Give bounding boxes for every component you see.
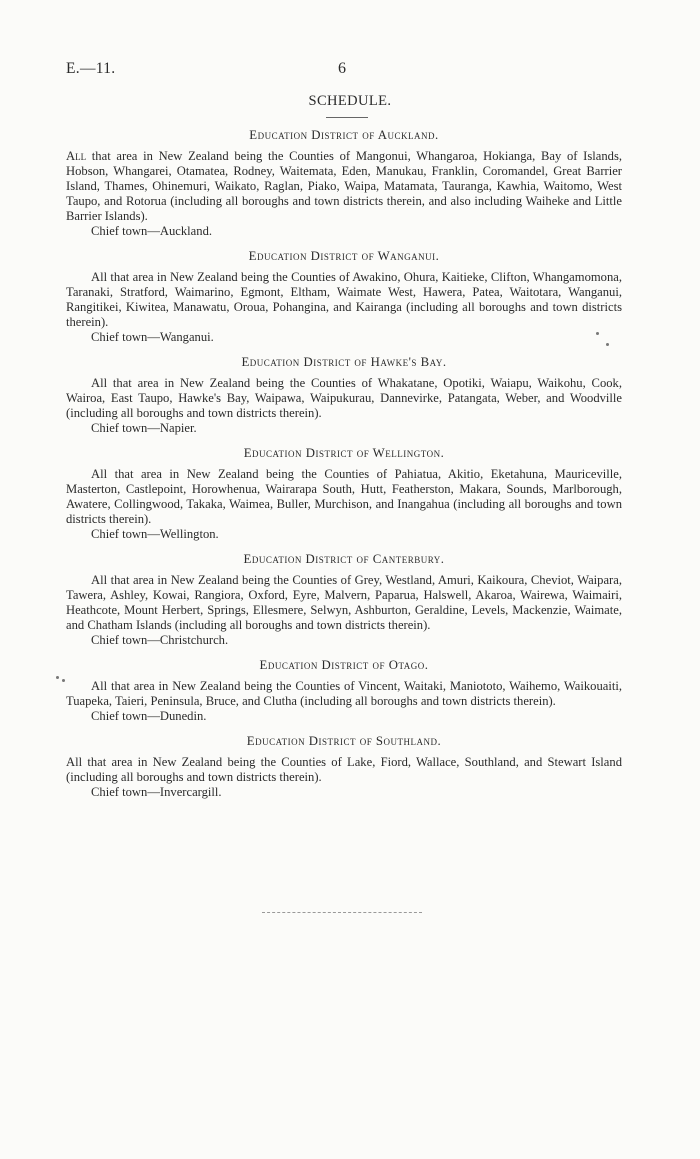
section-auckland bbox=[66, 128, 622, 239]
section-heading: Education District of Otago. bbox=[259, 658, 429, 672]
section-hawkes-bay bbox=[66, 355, 622, 436]
section-body: All that area in New Zealand being the Counties of Vincent, Waitaki, Maniototo, Waihemo, Waikouaiti, Tuapeka, Taieri, Peninsula, Bruce, and Clutha (including all boroughs and town districts therein). bbox=[66, 679, 622, 708]
section-canterbury bbox=[66, 552, 622, 648]
section-body bbox=[66, 149, 622, 224]
chief-town: Chief town—Christchurch. bbox=[91, 633, 229, 647]
print-speck bbox=[56, 676, 59, 679]
title-rule bbox=[326, 117, 368, 118]
section-body: All that area in New Zealand being the Counties of Awakino, Ohura, Kaitieke, Clifton, Whangamomona, Taranaki, Stratford, Waimarino, Egmont, Eltham, Waimate West, Hawera, Patea, Waitotara, Wanganui, Rangitikei, Kiwitea, Manawatu, Oroua, Pohangina, and Kairanga (including all boroughs and town districts therein). bbox=[66, 270, 622, 329]
section-body: All that area in New Zealand being the Counties of Pahiatua, Akitio, Eketahuna, Mauriceville, Masterton, Castlepoint, Horowhenua, Wairarapa South, Hutt, Featherston, Makara, Sounds, Marlborough, Awatere, Collingwood, Takaka, Waimea, Buller, Murchison, and Inangahua (including all boroughs and town districts therein). bbox=[66, 467, 622, 526]
chief-town: Chief town—Auckland. bbox=[91, 224, 213, 238]
section-wellington bbox=[66, 446, 622, 542]
section-heading: Education District of Southland. bbox=[246, 734, 442, 748]
print-speck bbox=[62, 679, 65, 682]
section-heading: Education District of Auckland. bbox=[249, 128, 439, 142]
schedule-title: SCHEDULE. bbox=[308, 93, 392, 109]
section-southland bbox=[66, 734, 622, 800]
section-body-lead: All bbox=[66, 149, 87, 163]
page-number: 6 bbox=[338, 60, 346, 77]
chief-town: Chief town—Wanganui. bbox=[91, 330, 214, 344]
schedule-sections bbox=[66, 128, 622, 810]
section-heading: Education District of Hawke's Bay. bbox=[241, 355, 447, 369]
print-speck bbox=[596, 332, 599, 335]
section-body: All that area in New Zealand being the Counties of Whakatane, Opotiki, Waiapu, Waikohu, Cook, Wairoa, East Taupo, Hawke's Bay, Waipawa, Waipukurau, Dannevirke, Patangata, Weber, and Woodville (including all boroughs and town districts therein). bbox=[66, 376, 622, 420]
chief-town: Chief town—Dunedin. bbox=[91, 709, 207, 723]
print-speck bbox=[606, 343, 609, 346]
end-rule bbox=[262, 912, 422, 913]
section-heading: Education District of Wanganui. bbox=[248, 249, 440, 263]
section-heading: Education District of Wellington. bbox=[243, 446, 445, 460]
document-reference: E.—11. bbox=[66, 60, 116, 77]
section-body-text: that area in New Zealand being the Counties of Mangonui, Whangaroa, Hokianga, Bay of Islands, Hobson, Whangarei, Otamatea, Rodney, Waitemata, Eden, Manukau, Franklin, Coromandel, Great Barrier Island, Thames, Ohinemuri, Waikato, Raglan, Piako, Waipa, Matamata, Tauranga, Kawhia, Waitomo, West Taupo, and Rotorua (including all boroughs and town districts therein, and also including Waiheke and Little Barrier Islands). bbox=[66, 149, 622, 223]
chief-town: Chief town—Napier. bbox=[91, 421, 197, 435]
section-otago bbox=[66, 658, 622, 724]
chief-town: Chief town—Wellington. bbox=[91, 527, 219, 541]
section-heading: Education District of Canterbury. bbox=[243, 552, 445, 566]
section-body: All that area in New Zealand being the Counties of Grey, Westland, Amuri, Kaikoura, Cheviot, Waipara, Tawera, Ashley, Kowai, Rangiora, Oxford, Eyre, Malvern, Paparua, Halswell, Akaroa, Wairewa, Waimairi, Heathcote, Mount Herbert, Springs, Ellesmere, Selwyn, Ashburton, Geraldine, Levels, Mackenzie, Waimate, and Chatham Islands (including all boroughs and town districts therein). bbox=[66, 573, 622, 632]
section-body: All that area in New Zealand being the Counties of Lake, Fiord, Wallace, Southland, and Stewart Island (including all boroughs and town districts therein). bbox=[66, 755, 622, 784]
chief-town: Chief town—Invercargill. bbox=[91, 785, 222, 799]
section-wanganui bbox=[66, 249, 622, 345]
